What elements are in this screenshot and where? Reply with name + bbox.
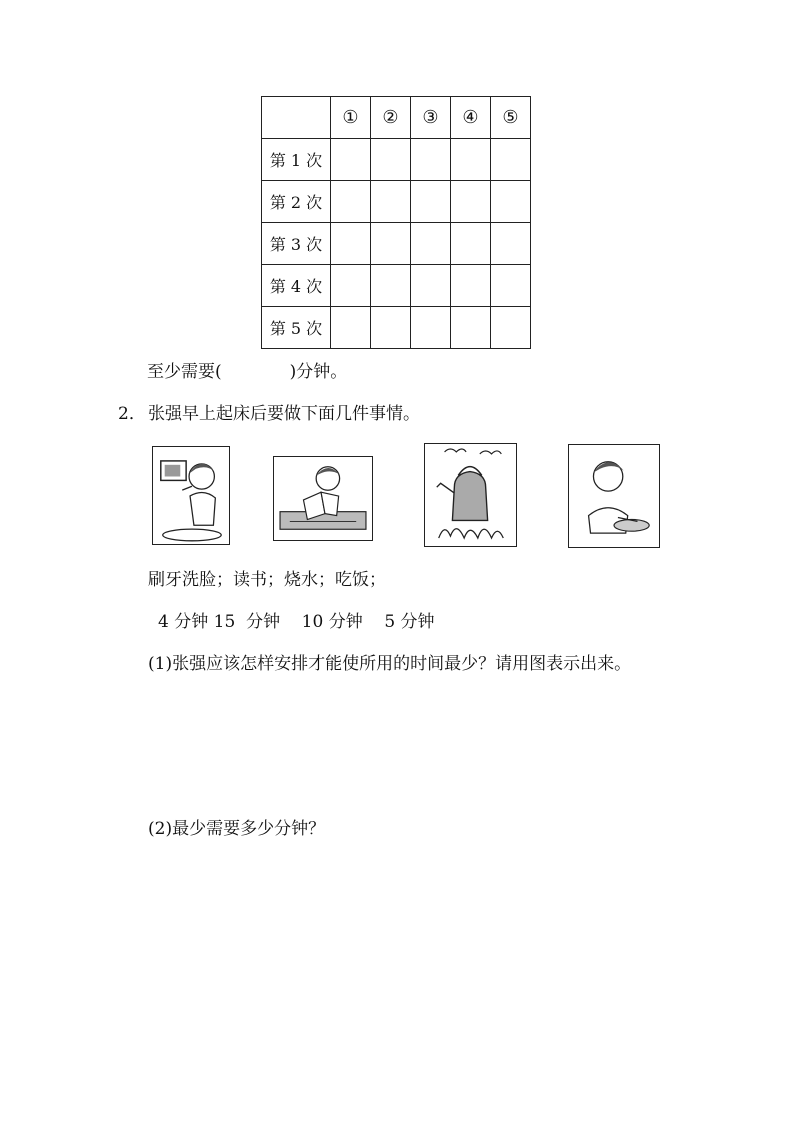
tasks-line: 刷牙洗脸；读书；烧水；吃饭； (148, 570, 386, 590)
table-cell[interactable] (411, 265, 451, 307)
table-cell[interactable] (331, 307, 371, 349)
column-header: ③ (411, 97, 451, 139)
table-row (262, 307, 531, 349)
table-corner-cell (262, 97, 331, 139)
table-cell[interactable] (371, 265, 411, 307)
table-cell[interactable] (411, 181, 451, 223)
question-number: 2． (118, 404, 146, 424)
row-label: 第 1 次 (262, 139, 331, 181)
column-header: ② (371, 97, 411, 139)
brushing-teeth-icon (152, 446, 230, 545)
schedule-table (261, 96, 531, 349)
question-stem: 张强早上起床后要做下面几件事情。 (148, 404, 420, 424)
table-cell[interactable] (451, 307, 491, 349)
table-cell[interactable] (331, 139, 371, 181)
table-row (262, 223, 531, 265)
table-row (262, 139, 531, 181)
row-label: 第 2 次 (262, 181, 331, 223)
table-cell[interactable] (371, 181, 411, 223)
row-label: 第 4 次 (262, 265, 331, 307)
row-label: 第 3 次 (262, 223, 331, 265)
column-header: ① (331, 97, 371, 139)
eating-meal-icon (568, 444, 660, 548)
reading-book-icon (273, 456, 373, 541)
table-cell[interactable] (371, 139, 411, 181)
table-cell[interactable] (331, 181, 371, 223)
table-cell[interactable] (491, 223, 531, 265)
table-cell[interactable] (491, 139, 531, 181)
table-cell[interactable] (371, 223, 411, 265)
table-cell[interactable] (331, 223, 371, 265)
table-row (262, 181, 531, 223)
table-row (262, 265, 531, 307)
table-cell[interactable] (371, 307, 411, 349)
table-cell[interactable] (451, 223, 491, 265)
subquestion-2: (2)最少需要多少分钟？ (148, 819, 326, 839)
table-cell[interactable] (451, 265, 491, 307)
answer-line-minutes: 至少需要( )分钟。 (147, 362, 348, 382)
table-cell[interactable] (411, 223, 451, 265)
table-cell[interactable] (331, 265, 371, 307)
table-cell[interactable] (491, 265, 531, 307)
table-cell[interactable] (491, 307, 531, 349)
table-header-row (262, 97, 531, 139)
boiling-kettle-icon (424, 443, 517, 547)
subquestion-1: (1)张强应该怎样安排才能使所用的时间最少？请用图表示出来。 (148, 654, 632, 674)
column-header: ④ (451, 97, 491, 139)
table-cell[interactable] (491, 181, 531, 223)
table-cell[interactable] (451, 139, 491, 181)
times-line: 4 分钟 15 分钟 10 分钟 5 分钟 (158, 612, 435, 632)
table-cell[interactable] (451, 181, 491, 223)
row-label: 第 5 次 (262, 307, 331, 349)
table-cell[interactable] (411, 307, 451, 349)
table-cell[interactable] (411, 139, 451, 181)
column-header: ⑤ (491, 97, 531, 139)
